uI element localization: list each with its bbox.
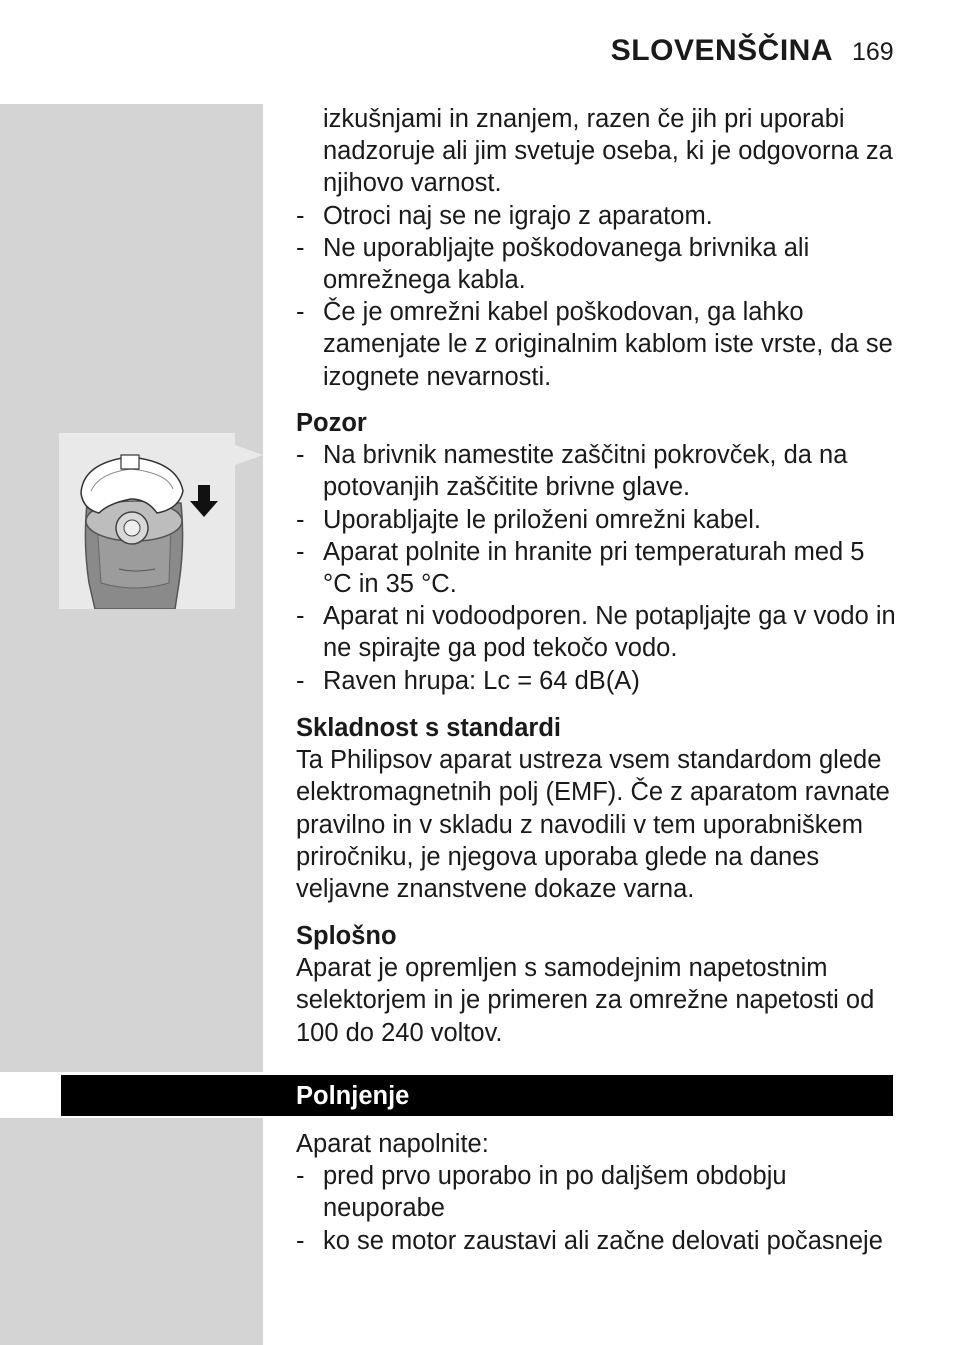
left-margin-panel-lower	[0, 1118, 263, 1345]
section-heading: Polnjenje	[296, 1082, 410, 1110]
list-item: - Ne uporabljajte poškodovanega brivnika ali omrežnega kabla.	[296, 233, 810, 295]
list-item: - Aparat ni vodoodporen. Ne potapljajte ga v vodo in ne spirajte ga pod tekočo vodo.	[296, 602, 896, 663]
shaver-icon	[59, 433, 235, 609]
paragraph: Ta Philipsov aparat ustreza vsem standardom glede elektromagnetnih polj (EMF). Če z aparatom ravnate pravilno in v skladu z navodili v tem uporabniškem priročniku, je njegova uporaba glede na danes veljavne znanstvene dokaze varna.	[296, 746, 890, 904]
paragraph: Aparat je opremljen s samodejnim napetostnim selektorjem in je primeren za omrežne napetosti od 100 do 240 voltov.	[296, 954, 875, 1047]
splosno-section	[296, 920, 896, 1049]
list-item: - Če je omrežni kabel poškodovan, ga lahko zamenjate le z originalnim kablom iste vrste, da se izognete nevarnosti.	[296, 298, 893, 391]
list-item: - ko se motor zaustavi ali začne delovati počasneje	[296, 1226, 883, 1255]
illustration-pointer	[235, 445, 263, 465]
section-heading: Skladnost s standardi	[296, 714, 561, 742]
language-title: SLOVENŠČINA	[610, 34, 833, 67]
section-heading: Pozor	[296, 409, 367, 437]
polnjenje-section	[296, 1128, 896, 1257]
pozor-section	[296, 407, 896, 697]
polnjenje-heading-bar	[61, 1075, 893, 1116]
safety-continuation	[296, 103, 896, 393]
page-number: 169	[852, 38, 894, 66]
list-item: - Otroci naj se ne igrajo z aparatom.	[296, 201, 713, 230]
paragraph: izkušnjami in znanjem, razen če jih pri uporabi nadzoruje ali jim svetuje oseba, ki je odgovorna za njihovo varnost.	[323, 105, 893, 198]
list-item: - pred prvo uporabo in po daljšem obdobju neuporabe	[296, 1162, 787, 1223]
list-item: - Aparat polnite in hranite pri temperaturah med 5 °C in 35 °C.	[296, 537, 865, 599]
section-heading: Splošno	[296, 922, 397, 950]
skladnost-section	[296, 712, 896, 905]
list-item: - Uporabljajte le priloženi omrežni kabel.	[296, 505, 761, 534]
shaver-cap-illustration	[59, 433, 235, 609]
list-item: - Na brivnik namestite zaščitni pokrovček, da na potovanjih zaščitite brivne glave.	[296, 441, 848, 502]
arrow-down-icon	[189, 485, 219, 519]
paragraph: Aparat napolnite:	[296, 1130, 489, 1158]
list-item: - Raven hrupa: Lc = 64 dB(A)	[296, 666, 640, 695]
